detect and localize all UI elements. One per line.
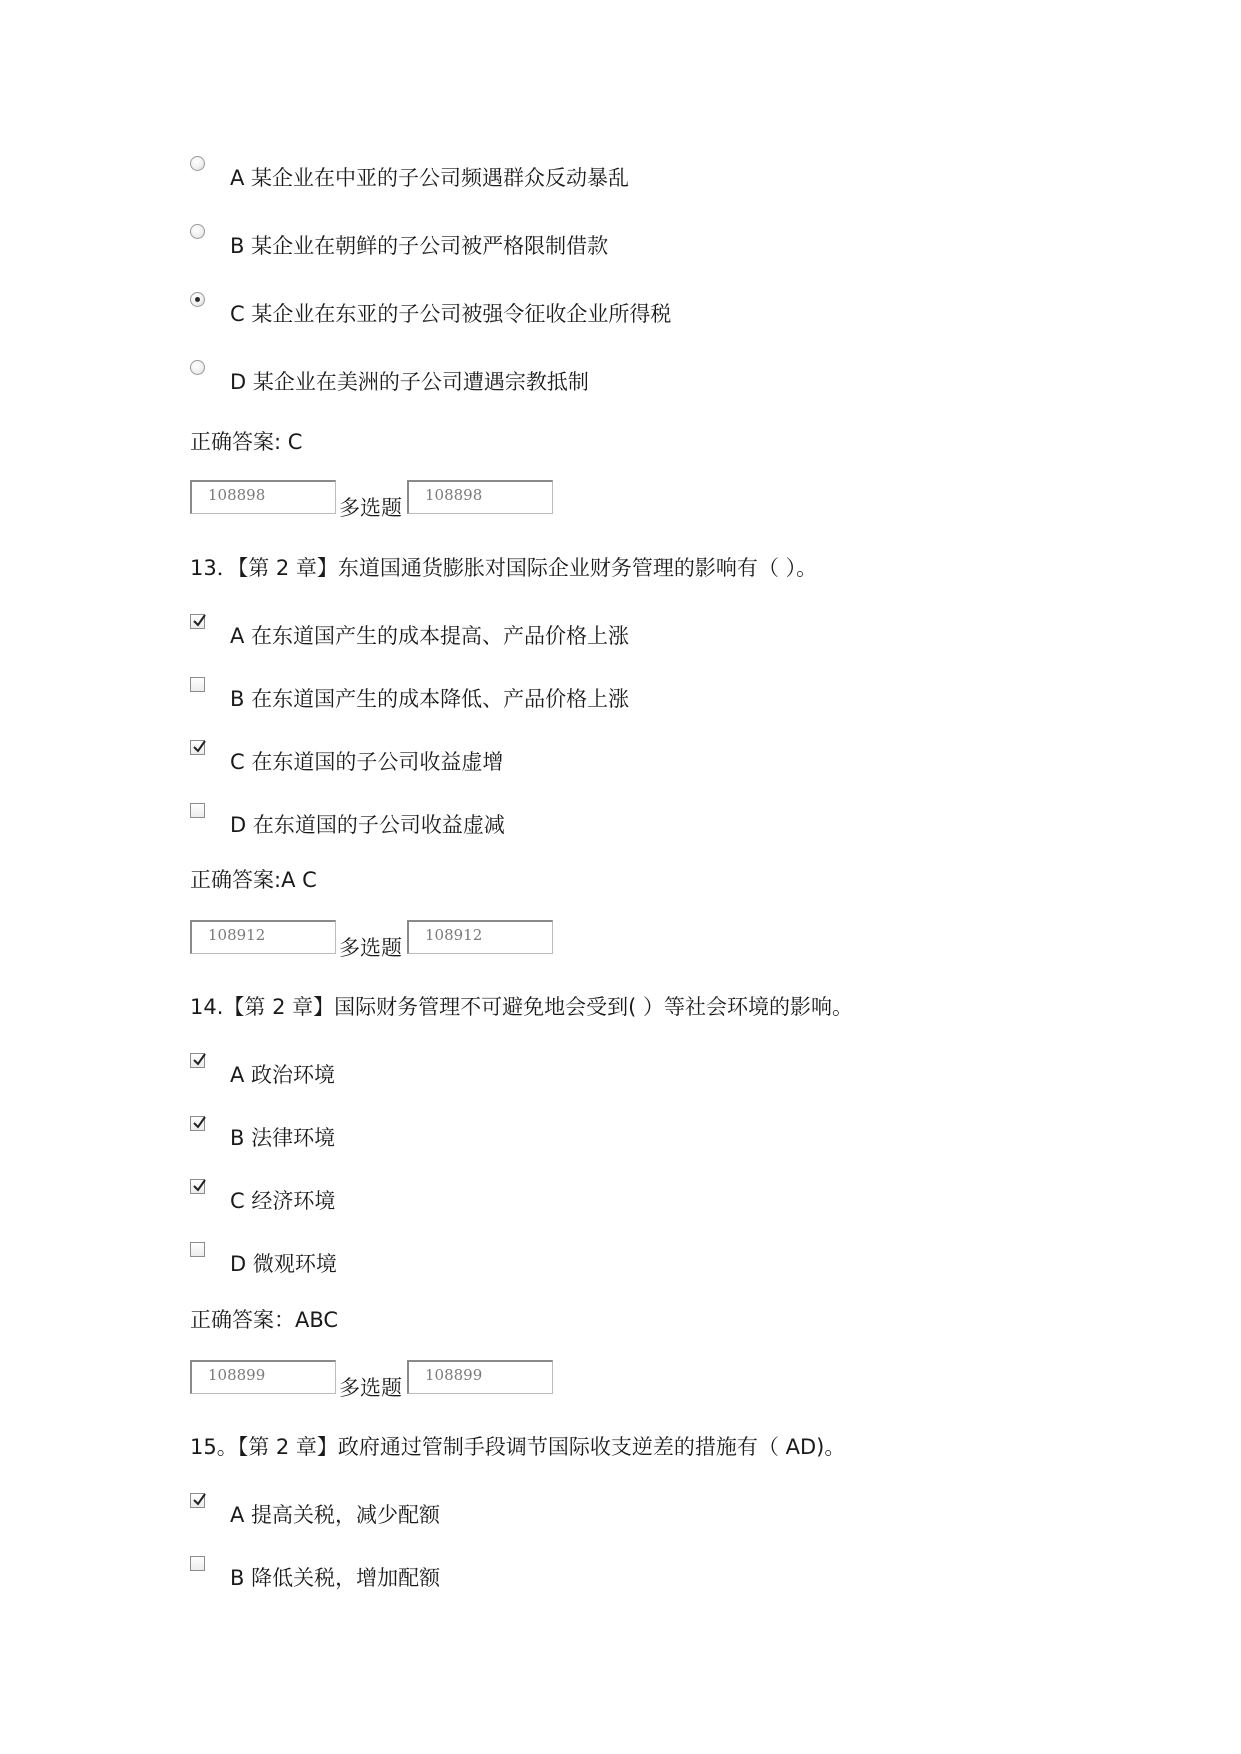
- checkbox[interactable]: [190, 1242, 205, 1257]
- question-id-field-right[interactable]: 108898: [407, 480, 553, 514]
- option-label: B 法律环境: [230, 1126, 336, 1150]
- q12-correct-answer: 正确答案: C: [190, 430, 303, 454]
- option-label: C 某企业在东亚的子公司被强令征收企业所得税: [230, 302, 672, 326]
- option-label: D 在东道国的子公司收益虚减: [230, 813, 505, 837]
- checkmark-icon: [192, 1492, 208, 1508]
- radio-button[interactable]: [190, 156, 205, 171]
- question-id-field-left[interactable]: 108898: [190, 480, 336, 514]
- option-label: D 某企业在美洲的子公司遭遇宗教抵制: [230, 370, 589, 394]
- question-id-field-left[interactable]: 108899: [190, 1360, 336, 1394]
- radio-button[interactable]: [190, 224, 205, 239]
- checkmark-icon: [192, 1178, 208, 1194]
- q14-correct-answer: 正确答案：ABC: [190, 1308, 339, 1332]
- q14-stem: 14.【第 2 章】国际财务管理不可避免地会受到( ）等社会环境的影响。: [190, 995, 853, 1019]
- checkbox[interactable]: [190, 1556, 205, 1571]
- q15-stem: 15。【第 2 章】政府通过管制手段调节国际收支逆差的措施有（ AD)。: [190, 1435, 846, 1459]
- option-label: A 在东道国产生的成本提高、产品价格上涨: [230, 624, 630, 648]
- option-label: C 经济环境: [230, 1189, 336, 1213]
- option-label: B 在东道国产生的成本降低、产品价格上涨: [230, 687, 630, 711]
- question-type-label: 多选题: [339, 936, 402, 960]
- option-label: A 提高关税，减少配额: [230, 1503, 441, 1527]
- checkbox-checked[interactable]: [190, 1053, 205, 1068]
- radio-dot-icon: [195, 297, 200, 302]
- q13-correct-answer: 正确答案:A C: [190, 868, 317, 892]
- radio-button[interactable]: [190, 360, 205, 375]
- checkbox-checked[interactable]: [190, 740, 205, 755]
- question-id-field-right[interactable]: 108912: [407, 920, 553, 954]
- checkmark-icon: [192, 739, 208, 755]
- question-type-label: 多选题: [339, 496, 402, 520]
- checkbox-checked[interactable]: [190, 1179, 205, 1194]
- checkbox[interactable]: [190, 677, 205, 692]
- checkbox-checked[interactable]: [190, 1116, 205, 1131]
- option-label: A 某企业在中亚的子公司频遇群众反动暴乱: [230, 166, 630, 190]
- option-label: B 某企业在朝鲜的子公司被严格限制借款: [230, 234, 609, 258]
- option-label: B 降低关税，增加配额: [230, 1566, 441, 1590]
- question-id-field-right[interactable]: 108899: [407, 1360, 553, 1394]
- option-label: D 微观环境: [230, 1252, 337, 1276]
- checkbox-checked[interactable]: [190, 614, 205, 629]
- radio-button-selected[interactable]: [190, 292, 205, 307]
- checkmark-icon: [192, 613, 208, 629]
- checkbox[interactable]: [190, 803, 205, 818]
- question-type-label: 多选题: [339, 1376, 402, 1400]
- q13-stem: 13．【第 2 章】东道国通货膨胀对国际企业财务管理的影响有（ ）。: [190, 556, 818, 580]
- checkmark-icon: [192, 1115, 208, 1131]
- checkmark-icon: [192, 1052, 208, 1068]
- question-id-field-left[interactable]: 108912: [190, 920, 336, 954]
- option-label: C 在东道国的子公司收益虚增: [230, 750, 504, 774]
- checkbox-checked[interactable]: [190, 1493, 205, 1508]
- option-label: A 政治环境: [230, 1063, 336, 1087]
